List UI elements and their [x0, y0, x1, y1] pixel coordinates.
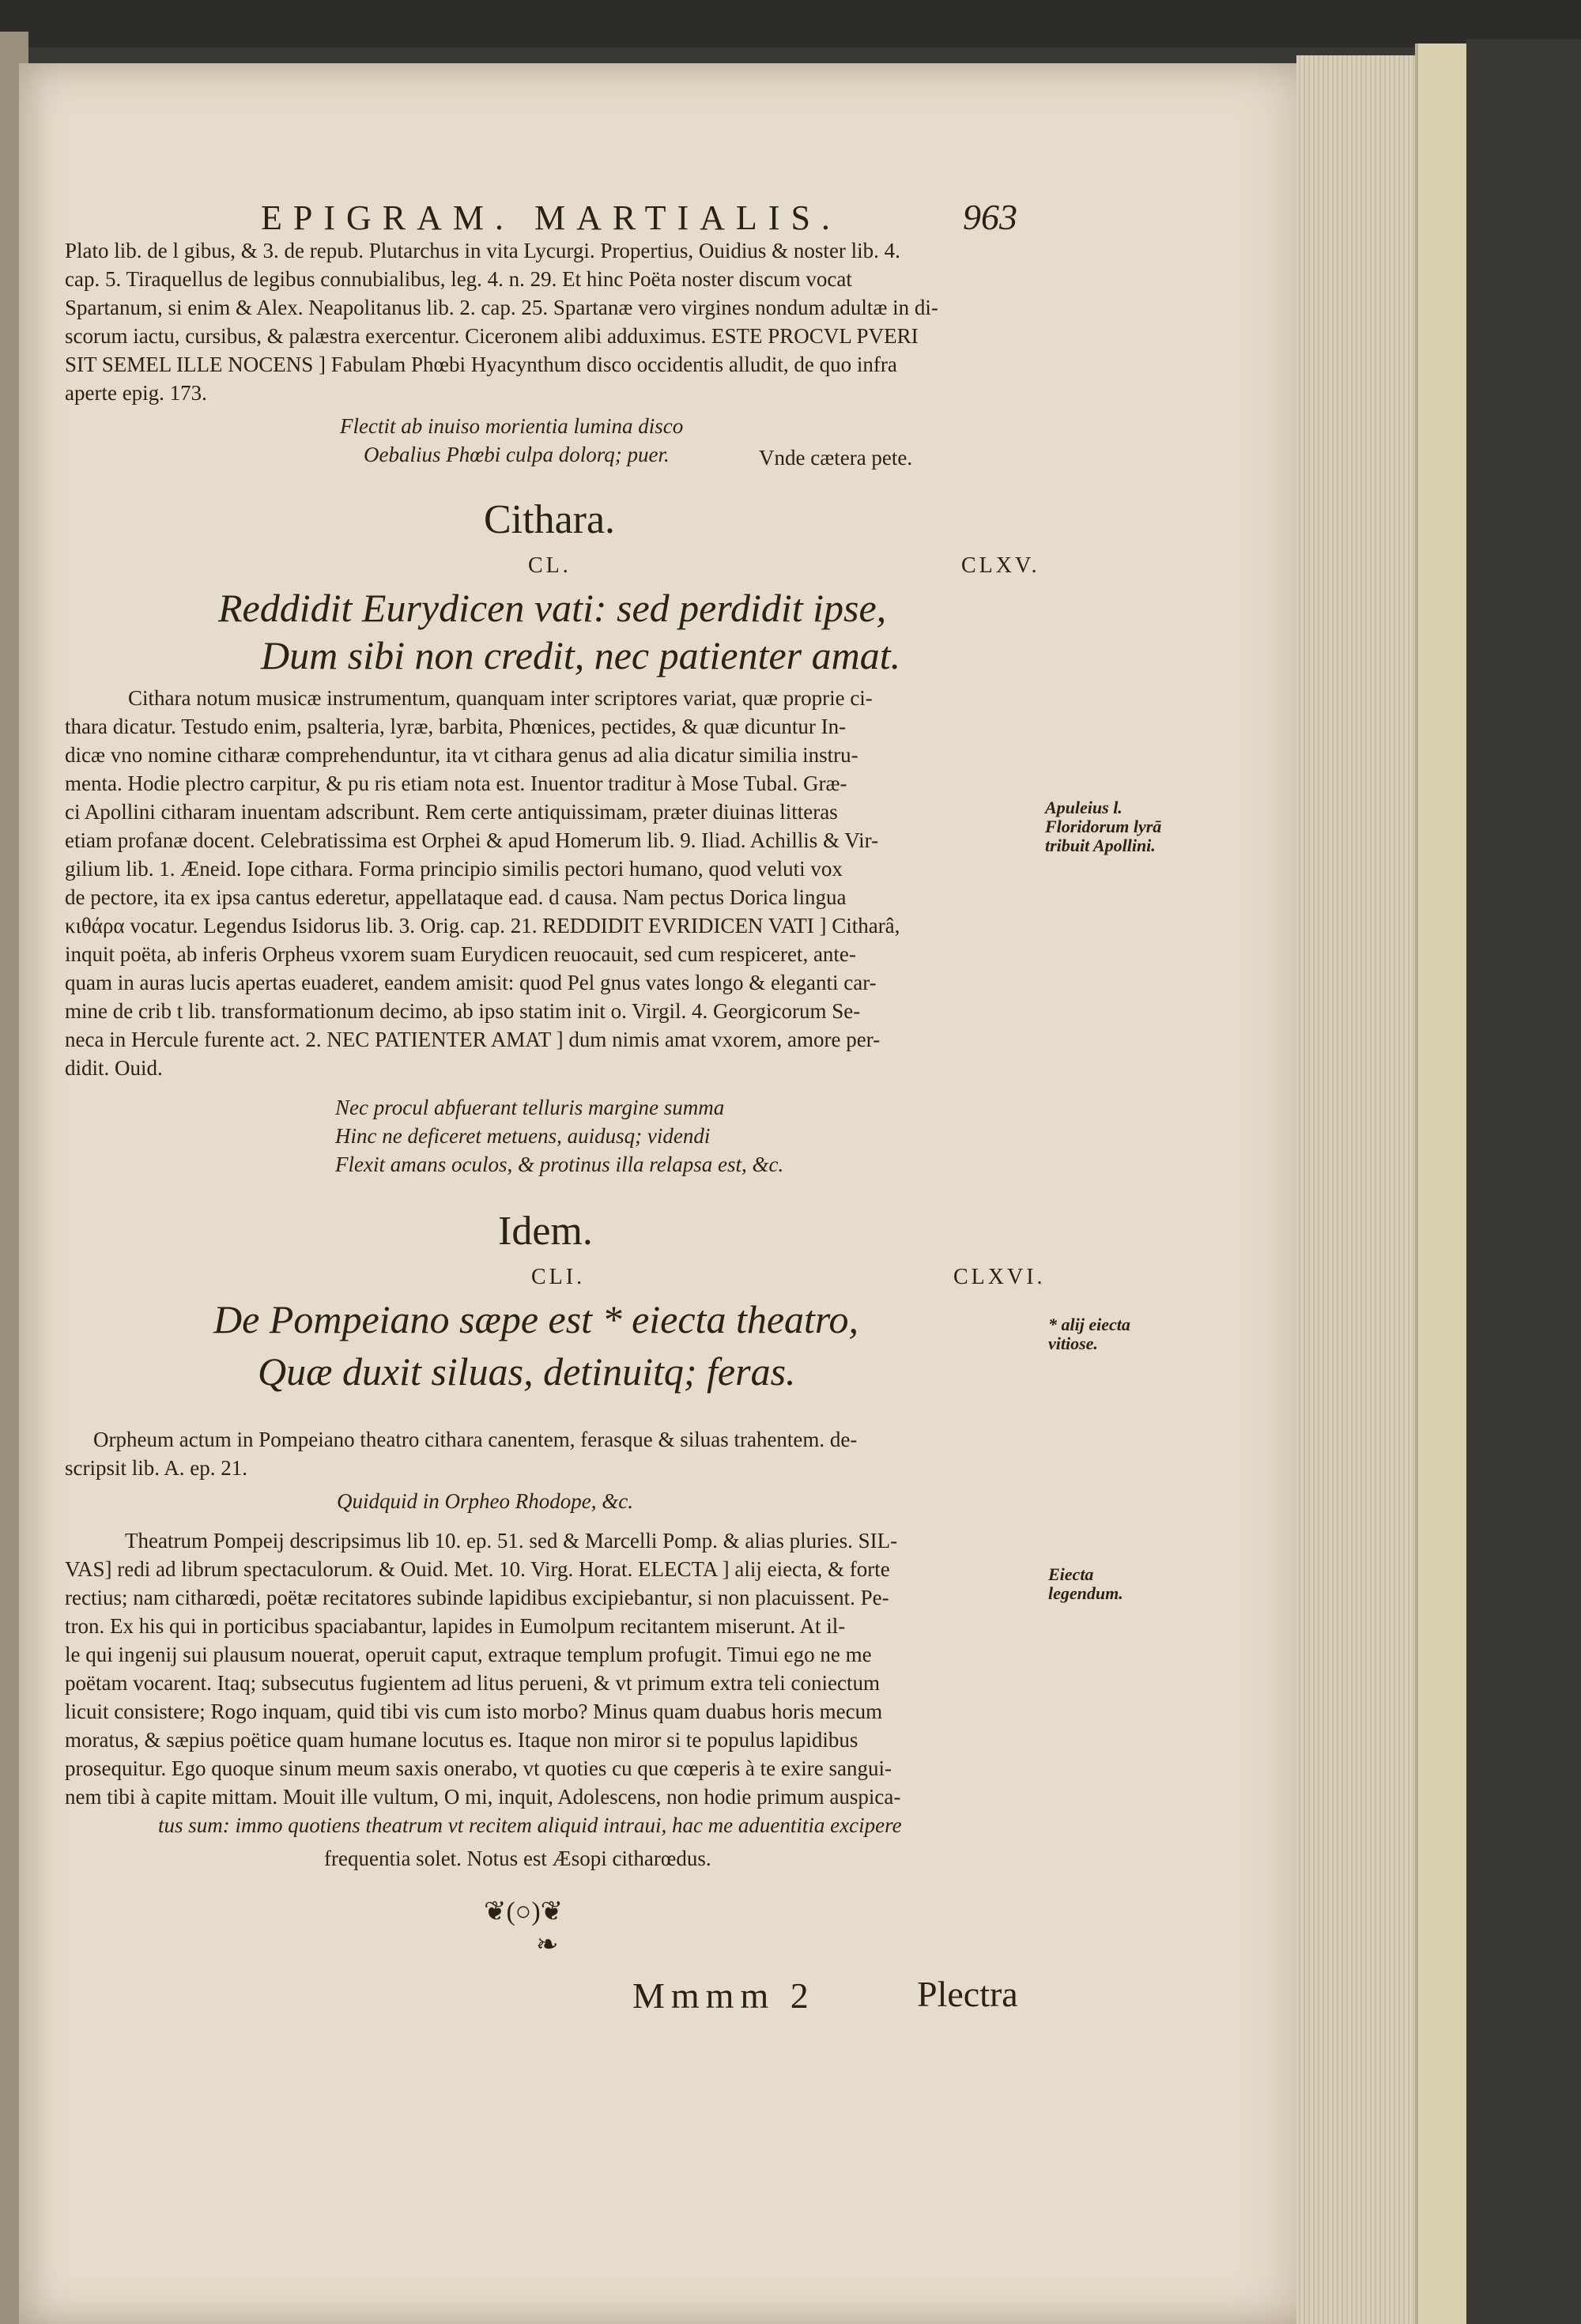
intro-line: SIT SEMEL ILLE NOCENS ] Fabulam Phœbi Hyacynthum disco occidentis alludit, de quo infra — [65, 353, 897, 376]
margin-note: Eiecta legendum. — [1048, 1564, 1123, 1603]
commentary-line: mine de crib t lib. transformationum decimo, ab ipso statim init o. Virgil. 4. Georgicorum Se- — [65, 999, 861, 1023]
commentary-line: dicæ vno nomine citharæ comprehenduntur, ita vt cithara genus ad alia dicatur similia instru- — [65, 743, 858, 767]
intro-line: Plato lib. de l gibus, & 3. de repub. Plutarchus in vita Lycurgi. Propertius, Ouidius & noster lib. 4. — [65, 239, 900, 262]
commentary-line: scripsit lib. A. ep. 21. — [65, 1456, 247, 1480]
commentary-line: inquit poëta, ab inferis Orpheus vxorem suam Eurydicen reuocauit, sed cum respiceret, ante- — [65, 942, 856, 966]
margin-note: * alij eiecta vitiose. — [1048, 1315, 1130, 1353]
margin-note: Apuleius l. Floridorum lyrā tribuit Apollini. — [1045, 798, 1162, 855]
commentary-line: Orpheum actum in Pompeiano theatro cithara canentem, ferasque & siluas trahentem. de- — [93, 1428, 858, 1451]
alt-epigram-number: CLXVI. — [953, 1265, 1046, 1289]
quote-line: Flexit amans oculos, & protinus illa relapsa est, &c. — [335, 1153, 784, 1176]
quote-line: Oebalius Phœbi culpa dolorq; puer. — [364, 443, 670, 466]
quote-line: Quidquid in Orpheo Rhodope, &c. — [337, 1489, 633, 1513]
section-title: Cithara. — [484, 497, 616, 542]
background-top — [0, 0, 1581, 47]
book-cover-edge — [1415, 43, 1473, 2324]
commentary-line: didit. Ouid. — [65, 1056, 163, 1080]
commentary-line: licuit consistere; Rogo inquam, quid tibi vis cum isto morbo? Minus quam duabus horis mecum — [65, 1700, 883, 1723]
commentary-line: rectius; nam citharœdi, poëtæ recitatores subinde lapidibus excipiebantur, si non placuissent. Pe- — [65, 1586, 889, 1609]
epigram-number: CL. — [528, 553, 572, 578]
verse-line: Reddidit Eurydicen vati: sed perdidit ipse, — [218, 586, 887, 630]
intro-line: scorum iactu, cursibus, & palæstra exercentur. Ciceronem alibi adduximus. ESTE PROCVL PVERI — [65, 324, 919, 348]
commentary-line: Theatrum Pompeij descripsimus lib 10. ep. 51. sed & Marcelli Pomp. & alias pluries. SIL- — [125, 1529, 898, 1552]
commentary-line: gilium lib. 1. Æneid. Iope cithara. Forma principio similis pectori humano, quod veluti vox — [65, 857, 843, 881]
commentary-line: Cithara notum musicæ instrumentum, quanquam inter scriptores variat, quæ proprie ci- — [128, 686, 873, 710]
quote-line: Hinc ne deficeret metuens, auidusq; videndi — [335, 1124, 711, 1148]
commentary-line: de pectore, ita ex ipsa cantus ederetur, appellataque ead. d causa. Nam pectus Dorica lingua — [65, 885, 847, 909]
commentary-line: κιθάρα vocatur. Legendus Isidorus lib. 3. Orig. cap. 21. REDDIDIT EVRIDICEN VATI ] Citharâ, — [65, 914, 900, 938]
commentary-line: tus sum: immo quotiens theatrum vt recitem aliquid intraui, hac me aduentitia excipere — [158, 1813, 902, 1837]
commentary-line: le qui ingenij sui plausum nouerat, operuit caput, extraque templum profugit. Timui ego ne me — [65, 1643, 872, 1666]
commentary-line: poëtam vocarent. Itaq; subsecutus fugientem ad litus perueni, & vt primum extra teli coniectum — [65, 1671, 880, 1695]
background-right — [1466, 40, 1581, 2324]
commentary-line: menta. Hodie plectro carpitur, & pu ris etiam nota est. Inuentor traditur à Mose Tubal. Græ- — [65, 772, 847, 795]
quote-line: Flectit ab inuiso morientia lumina disco — [340, 414, 684, 438]
signature-mark: Mmmm 2 — [632, 1975, 815, 2016]
commentary-line: ci Apollini citharam inuentam adscribunt. Rem certe antiquissimam, præter diuinas litteras — [65, 800, 838, 824]
quote-tail: Vnde cætera pete. — [759, 446, 913, 470]
intro-line: Spartanum, si enim & Alex. Neapolitanus lib. 2. cap. 25. Spartanæ vero virgines nondum adultæ in di- — [65, 296, 938, 319]
commentary-line: thara dicatur. Testudo enim, psalteria, lyræ, barbita, Phœnices, pectides, & quæ dicuntur In- — [65, 715, 847, 738]
page-number: 963 — [963, 197, 1017, 237]
commentary-line: quam in auras lucis apertas euaderet, eandem amisit: quod Pel gnus vates longo & eleganti car- — [65, 971, 877, 994]
tailpiece-ornament-small: ❧ — [536, 1930, 559, 1960]
commentary-line: frequentia solet. Notus est Æsopi citharœdus. — [324, 1847, 711, 1870]
intro-line: cap. 5. Tiraquellus de legibus connubialibus, leg. 4. n. 29. Et hinc Poëta noster discum vocat — [65, 267, 852, 291]
catchword: Plectra — [917, 1974, 1018, 2014]
verse-line: De Pompeiano sæpe est * eiecta theatro, — [213, 1297, 859, 1341]
verse-line: Quæ duxit siluas, detinuitq; feras. — [258, 1349, 796, 1394]
commentary-line: prosequitur. Ego quoque sinum meum saxis onerabo, vt quoties cu que cœperis à te exire sangui- — [65, 1756, 892, 1780]
commentary-line: VAS] redi ad librum spectaculorum. & Ouid. Met. 10. Virg. Horat. ELECTA ] alij eiecta, & forte — [65, 1557, 890, 1581]
commentary-line: tron. Ex his qui in porticibus spaciabantur, lapides in Eumolpum recitantem miserunt. At il- — [65, 1614, 846, 1638]
section-title: Idem. — [498, 1209, 593, 1254]
alt-epigram-number: CLXV. — [961, 553, 1040, 578]
commentary-line: etiam profanæ docent. Celebratissima est Orphei & apud Homerum lib. 9. Iliad. Achillis & Vir- — [65, 828, 879, 852]
commentary-line: nem tibi à capite mittam. Mouit ille vultum, O mi, inquit, Adolescens, non hodie primum auspica- — [65, 1785, 901, 1809]
commentary-line: neca in Hercule furente act. 2. NEC PATIENTER AMAT ] dum nimis amat vxorem, amore per- — [65, 1028, 881, 1051]
commentary-line: moratus, & sæpius poëtice quam humane locutus es. Itaque non miror si te populus lapidibus — [65, 1728, 858, 1752]
tailpiece-ornament: ❦(○)❦ — [484, 1897, 564, 1926]
quote-line: Nec procul abfuerant telluris margine summa — [335, 1096, 725, 1119]
running-title: EPIGRAM. MARTIALIS. — [261, 198, 841, 237]
epigram-number: CLI. — [531, 1265, 586, 1289]
intro-line: aperte epig. 173. — [65, 381, 207, 405]
verse-line: Dum sibi non credit, nec patienter amat. — [261, 633, 901, 677]
